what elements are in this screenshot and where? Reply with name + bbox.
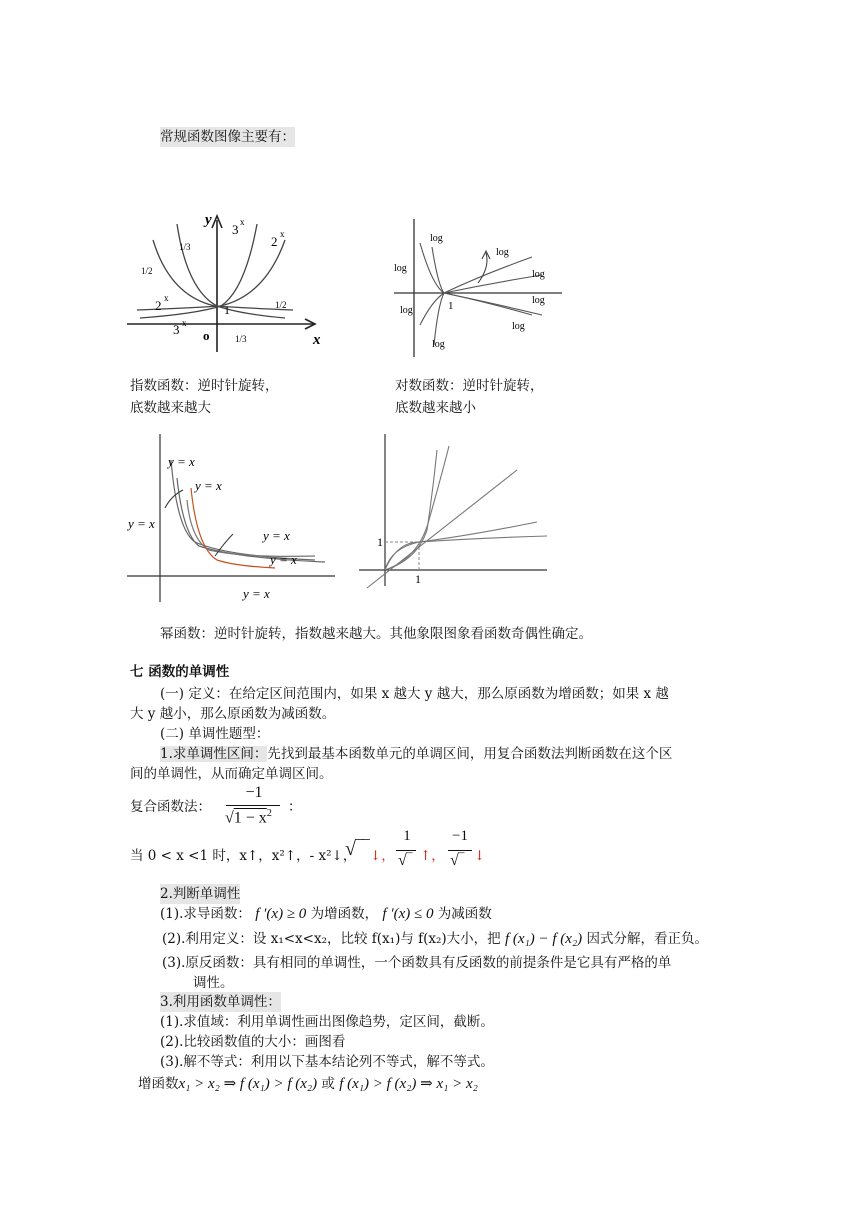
item2-2-text: (2).利用定义：设 x₁<x<x₂，比较 f(x₁)与 f(x₂)大小，把 bbox=[162, 931, 501, 947]
pow1-label-x-2-bottom: y = x bbox=[243, 586, 270, 601]
item2-3-line-2: 调性。 bbox=[193, 975, 234, 991]
item1-line-2: 间的单调性，从而确定单调区间。 bbox=[130, 766, 333, 782]
log-label-3: log bbox=[496, 247, 509, 258]
power-graph-negative bbox=[125, 430, 340, 605]
log-label-6: log bbox=[400, 305, 413, 316]
pow1-label-x-half-left: y = x bbox=[128, 516, 155, 531]
exp-2x-left-sup: x bbox=[164, 293, 169, 303]
composite-numerator: −1 bbox=[245, 784, 263, 801]
exp-caption-2: 底数越来越大 bbox=[130, 400, 211, 416]
exp-3x-left: 3 bbox=[173, 322, 180, 337]
item3-2: (2).比较函数值的大小：画图看 bbox=[160, 1034, 346, 1050]
final-label: 增函数 bbox=[138, 1076, 179, 1092]
final-expr-1: x₁ > x₂ ⇒ f (x₁) > f (x₂) bbox=[178, 1076, 318, 1092]
exp-one-label: 1 bbox=[224, 303, 230, 317]
item1-rest: 先找到最基本函数单元的单调区间，用复合函数法判断函数在这个区 bbox=[267, 746, 673, 762]
composite-colon: ： bbox=[288, 799, 302, 815]
item2-1-inc: 为增函数， bbox=[310, 906, 379, 922]
final-inequality bbox=[138, 1074, 478, 1094]
frac2-den: √‾ bbox=[450, 852, 465, 869]
exp-third-left: 1/3 bbox=[179, 242, 191, 252]
item2-2-expr: f (x₁) − f (x₂) bbox=[504, 931, 583, 947]
down-arrow-2: ↓ bbox=[474, 848, 486, 864]
exp-origin-label: o bbox=[203, 328, 210, 343]
log-label-8: log bbox=[432, 339, 445, 350]
pow1-label-x-2: y = x bbox=[195, 478, 222, 493]
final-expr-2: f (x₁) > f (x₂) ⇒ x₁ > x₂ bbox=[339, 1076, 478, 1092]
log-caption-1: 对数函数：逆时针旋转， bbox=[395, 378, 544, 394]
exp-half-right: 1/2 bbox=[275, 300, 287, 310]
deriv-inc: f ′(x) ≥ 0 bbox=[255, 906, 307, 922]
up-arrow: ↑， bbox=[420, 848, 445, 864]
item1-highlight: 1.求单调性区间： bbox=[160, 746, 268, 762]
log-one-label: 1 bbox=[448, 300, 454, 312]
exp-third-right: 1/3 bbox=[235, 334, 247, 344]
composite-label: 复合函数法： bbox=[130, 799, 211, 815]
item3-1: (1).求值域：利用单调性画出图像趋势，定区间，截断。 bbox=[160, 1014, 494, 1030]
deriv-dec: f ′(x) ≤ 0 bbox=[382, 906, 434, 922]
log-label-1: log bbox=[430, 233, 443, 244]
intro-text: 常规函数图像主要有： bbox=[160, 129, 295, 145]
log-caption-2: 底数越来越小 bbox=[395, 400, 476, 416]
frac2-bar bbox=[448, 850, 472, 851]
pow1-label-x-half-right: y = x bbox=[263, 528, 290, 543]
exp-x-label: x bbox=[313, 332, 321, 348]
exp-2x-left: 2 bbox=[155, 298, 162, 313]
item2-2-tail: 因式分解，看正负。 bbox=[586, 931, 708, 947]
item2-3-line-1: (3).原反函数：具有相同的单调性，一个函数具有反函数的前提条件是它具有严格的单 bbox=[162, 955, 672, 971]
section-heading: 七 函数的单调性 bbox=[130, 664, 230, 680]
pow1-label-x-1-right: y = x bbox=[270, 552, 297, 567]
composite-den-text: 1 − x bbox=[233, 809, 267, 827]
definition-line-2: 大 y 越小，那么原函数为减函数。 bbox=[130, 706, 336, 722]
pow1-label-x-1: y = x bbox=[168, 454, 195, 469]
log-label-4: log bbox=[532, 269, 545, 280]
frac2-numerator: −1 bbox=[452, 828, 468, 844]
power-graph-positive bbox=[357, 430, 552, 590]
log-label-5: log bbox=[532, 295, 545, 306]
log-label-7: log bbox=[512, 321, 525, 332]
exp-half-left: 1/2 bbox=[141, 266, 153, 276]
exp-caption-1: 指数函数：逆时针旋转， bbox=[130, 378, 279, 394]
sqrt-symbol-1: √‾‾ bbox=[345, 838, 370, 860]
item3-heading: 3.利用函数单调性： bbox=[160, 994, 281, 1010]
exp-2x-top: 2 bbox=[271, 234, 278, 249]
definition-line-1: (一) 定义：在给定区间范围内，如果 x 越大 y 越大，那么原函数为增函数；如果 x 越 bbox=[160, 686, 669, 702]
final-or: 或 bbox=[321, 1076, 335, 1092]
logarithm-graph bbox=[392, 215, 567, 360]
power-caption: 幂函数：逆时针旋转，指数越来越大。其他象限图象看函数奇偶性确定。 bbox=[160, 626, 592, 642]
exp-3x-top: 3 bbox=[232, 222, 239, 237]
exp-3x-left-sup: x bbox=[182, 318, 187, 328]
item3-3: (3).解不等式：利用以下基本结论列不等式，解不等式。 bbox=[160, 1054, 494, 1070]
item2-1-dec: 为减函数 bbox=[437, 906, 492, 922]
item2-1-label: (1).求导函数： bbox=[160, 906, 251, 922]
frac1-bar bbox=[396, 850, 416, 851]
exponential-graph bbox=[125, 210, 335, 360]
when-line: 当 0 < x <1 时，x↑，x²↑，- x²↓， bbox=[130, 848, 357, 864]
pow2-one-y: 1 bbox=[377, 535, 383, 549]
exp-2x-top-sup: x bbox=[280, 229, 285, 239]
down-arrow-1: ↓， bbox=[370, 848, 395, 864]
item1-line-1 bbox=[160, 744, 672, 764]
composite-fraction-bar bbox=[226, 805, 280, 806]
exp-y-label: y bbox=[205, 212, 212, 228]
types-heading: (二) 单调性题型： bbox=[160, 726, 270, 742]
frac1-numerator: 1 bbox=[403, 828, 411, 844]
frac1-den: √‾ bbox=[398, 852, 413, 869]
composite-denominator: $√1 - x^2$ bbox=[225, 808, 272, 827]
log-label-2: log bbox=[394, 263, 407, 274]
item2-2 bbox=[162, 929, 708, 949]
item2-heading: 2.判断单调性 bbox=[160, 886, 241, 902]
item2-1 bbox=[160, 904, 492, 924]
exp-3x-top-sup: x bbox=[240, 217, 245, 227]
pow2-one-x: 1 bbox=[415, 572, 421, 586]
